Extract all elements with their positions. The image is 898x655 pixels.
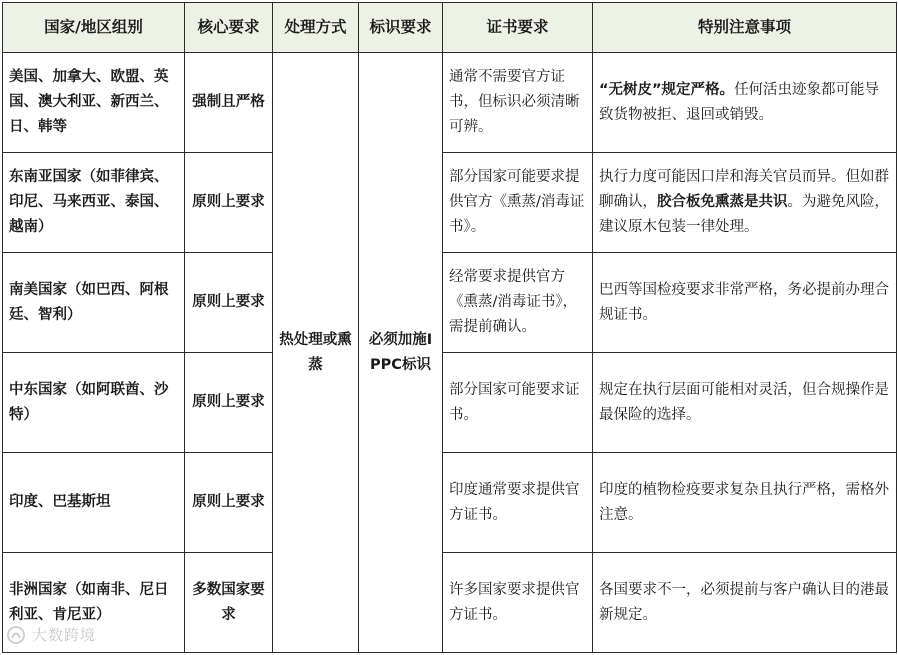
notes-text: 执行力度可能因口岸和海关官员而异。但如群聊确认， bbox=[599, 169, 889, 210]
notes-cell: 巴西等国检疫要求非常严格，务必提前办理合规证书。 bbox=[593, 253, 897, 353]
core-cell: 强制且严格 bbox=[185, 53, 273, 153]
cert-cell: 许多国家要求提供官方证书。 bbox=[443, 553, 593, 653]
notes-cell bbox=[593, 53, 897, 153]
core-cell: 原则上要求 bbox=[185, 253, 273, 353]
notes-cell: 印度的植物检疫要求复杂且执行严格，需格外注意。 bbox=[593, 453, 897, 553]
cert-cell: 部分国家可能要求提供官方《熏蒸/消毒证书》。 bbox=[443, 153, 593, 253]
watermark-logo-icon bbox=[6, 625, 26, 645]
header-cert: 证书要求 bbox=[443, 3, 593, 53]
table-row bbox=[3, 53, 897, 153]
header-core: 核心要求 bbox=[185, 3, 273, 53]
notes-cell: 规定在执行层面可能相对灵活，但合规操作是最保险的选择。 bbox=[593, 353, 897, 453]
core-cell: 原则上要求 bbox=[185, 453, 273, 553]
region-cell: 美国、加拿大、欧盟、英国、澳大利亚、新西兰、日、韩等 bbox=[3, 53, 185, 153]
region-cell: 南美国家（如巴西、阿根廷、智利） bbox=[3, 253, 185, 353]
cert-cell: 部分国家可能要求证书。 bbox=[443, 353, 593, 453]
notes-cell: 各国要求不一，必须提前与客户确认目的港最新规定。 bbox=[593, 553, 897, 653]
core-cell: 原则上要求 bbox=[185, 153, 273, 253]
core-cell: 多数国家要求 bbox=[185, 553, 273, 653]
table-row bbox=[3, 353, 897, 453]
requirements-table bbox=[2, 2, 897, 653]
header-region: 国家/地区组别 bbox=[3, 3, 185, 53]
region-cell: 东南亚国家（如菲律宾、印尼、马来西亚、泰国、越南） bbox=[3, 153, 185, 253]
region-cell: 印度、巴基斯坦 bbox=[3, 453, 185, 553]
notes-text-tail: 。为避免风险，建议原木包装一律处理。 bbox=[599, 194, 889, 235]
header-notes: 特别注意事项 bbox=[593, 3, 897, 53]
notes-bold-text: 胶合板免熏蒸是共识 bbox=[657, 194, 788, 210]
watermark bbox=[6, 624, 96, 645]
region-cell: 非洲国家（如南非、尼日利亚、肯尼亚） bbox=[3, 553, 185, 653]
cert-cell: 通常不需要官方证书，但标识必须清晰可辨。 bbox=[443, 53, 593, 153]
notes-text: 任何活虫迹象都可能导致货物被拒、退回或销毁。 bbox=[599, 81, 880, 123]
table-row bbox=[3, 453, 897, 553]
treatment-cell: 热处理或熏蒸 bbox=[273, 53, 359, 653]
notes-cell bbox=[593, 153, 897, 253]
region-cell: 中东国家（如阿联酋、沙特） bbox=[3, 353, 185, 453]
notes-bold-text: “无树皮”规定严格。 bbox=[599, 81, 735, 98]
core-cell: 原则上要求 bbox=[185, 353, 273, 453]
watermark-text: 大数跨境 bbox=[32, 626, 97, 644]
cert-cell: 印度通常要求提供官方证书。 bbox=[443, 453, 593, 553]
header-treatment: 处理方式 bbox=[273, 3, 359, 53]
table-row bbox=[3, 153, 897, 253]
table-row bbox=[3, 253, 897, 353]
marking-cell: 必须加施IPPC标识 bbox=[359, 53, 443, 653]
header-row bbox=[3, 3, 897, 53]
cert-cell: 经常要求提供官方《熏蒸/消毒证书》，需提前确认。 bbox=[443, 253, 593, 353]
header-marking: 标识要求 bbox=[359, 3, 443, 53]
table-row bbox=[3, 553, 897, 653]
